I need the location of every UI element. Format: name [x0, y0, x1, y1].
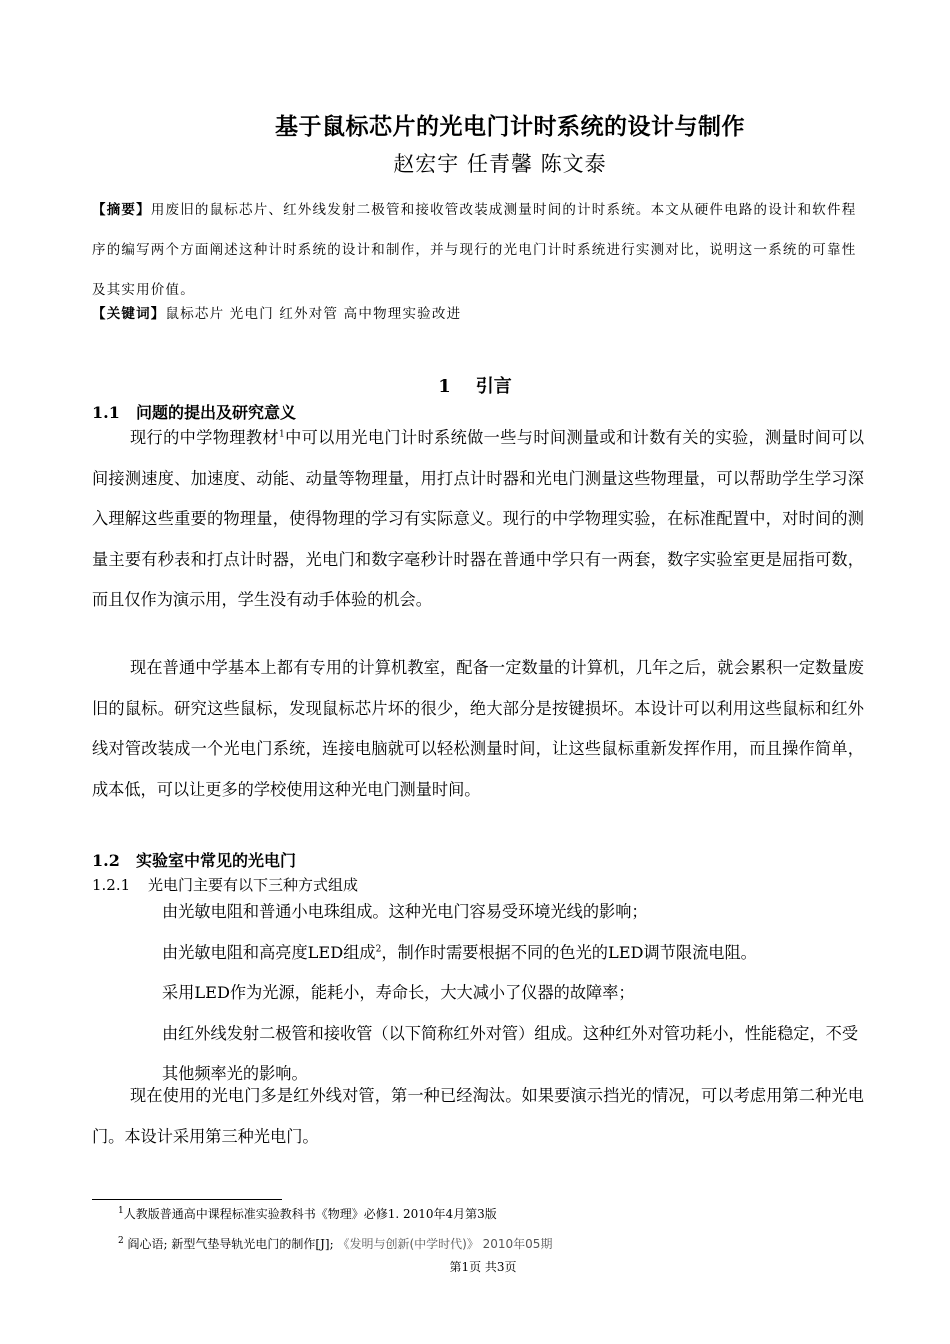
- section-number: 1: [438, 376, 451, 397]
- subsection-title: 问题的提出及研究意义: [136, 403, 297, 422]
- subsection-number: 1.1: [92, 403, 120, 422]
- list-item: 采用LED作为光源，能耗小，寿命长，大大减小了仪器的故障率；: [162, 983, 635, 1002]
- subsubsection-title: 光电门主要有以下三种方式组成: [148, 876, 359, 894]
- footnote-mark: 2: [118, 1236, 124, 1246]
- paragraph-text: 现在普通中学基本上都有专用的计算机教室，配备一定数量的计算机，几年之后，就会累积一定数量废旧的鼠标。研究这些鼠标，发现鼠标芯片坏的很少，绝大部分是按键损坏。本设计可以利用这些鼠标和红外线对管改装成一个光电门系统，连接电脑就可以轻松测量时间，让这些鼠标重新发挥作用，而且操作简单，成本低，可以让更多的学校使用这种光电门测量时间。: [92, 658, 864, 799]
- author-list: 赵宏宇 任青馨 陈文泰: [393, 152, 607, 176]
- abstract-text: 用废旧的鼠标芯片、红外线发射二极管和接收管改装成测量时间的计时系统。本文从硬件电路的设计和软件程序的编写两个方面阐述这种计时系统的设计和制作，并与现行的光电门计时系统进行实测对比，说明这一系统的可靠性及其实用价值。: [92, 202, 857, 298]
- abstract-label: 【摘要】: [92, 202, 151, 218]
- keywords: [92, 302, 461, 322]
- page-number: 第1页 共3页: [449, 1260, 517, 1274]
- photogate-type-list: [162, 892, 862, 1095]
- paragraph-motivation: [92, 418, 864, 621]
- footnote-ref-1[interactable]: 1: [278, 429, 285, 440]
- footnote-2: [118, 1236, 552, 1252]
- paragraph-text: 中可以用光电门计时系统做一些与时间测量或和计数有关的实验，测量时间可以间接测速度、加速度、动能、动量等物理量，用打点计时器和光电门测量这些物理量，可以帮助学生学习深入理解这些重要的物理量，使得物理的学习有实际意义。现行的中学物理实验，在标准配置中，对时间的测量主要有秒表和打点计时器，光电门和数字毫秒计时器在普通中学只有一两套，数字实验室更是屈指可数，而且仅作为演示用，学生没有动手体验的机会。: [92, 428, 865, 609]
- subsection-title: 实验室中常见的光电门: [136, 851, 297, 870]
- paragraph-recycling: [92, 648, 864, 810]
- footnote-ref-2[interactable]: 2: [375, 944, 382, 955]
- abstract: [92, 190, 868, 310]
- paragraph-conclusion: [92, 1076, 864, 1157]
- footnote-text: 阎心语; 新型气垫导轨光电门的制作[J];: [123, 1237, 338, 1251]
- subsection-heading-1-2: [92, 848, 296, 871]
- paper-title: 基于鼠标芯片的光电门计时系统的设计与制作: [275, 113, 745, 140]
- footnote-source: 《发明与创新(中学时代)》 2010年05期: [337, 1237, 553, 1251]
- paragraph-text: 现行的中学物理教材: [130, 428, 279, 447]
- section-title: 引言: [475, 376, 512, 397]
- footnote-separator: [92, 1199, 282, 1200]
- keywords-label: 【关键词】: [92, 306, 166, 322]
- section-heading-introduction: [0, 372, 950, 398]
- subsection-number: 1.2: [92, 851, 120, 870]
- footnote-1: [118, 1206, 497, 1222]
- subsubsection-number: 1.2.1: [92, 876, 131, 894]
- list-item: [162, 933, 862, 974]
- list-item: 由光敏电阻和普通小电珠组成。这种光电门容易受环境光线的影响；: [162, 902, 648, 921]
- footnote-text: 人教版普通高中课程标准实验教科书《物理》必修1. 2010年4月第3版: [123, 1207, 497, 1221]
- keywords-text: 鼠标芯片 光电门 红外对管 高中物理实验改进: [165, 306, 462, 322]
- list-item: 由红外线发射二极管和接收管（以下简称红外对管）组成。这种红外对管功耗小，性能稳定，不受其他频率光的影响。: [162, 1023, 859, 1083]
- footnote-mark: 1: [118, 1206, 124, 1216]
- list-item-text: ，制作时需要根据不同的色光的LED调节限流电阻。: [381, 942, 757, 962]
- list-item-text: 由光敏电阻和高亮度LED组成: [162, 942, 376, 962]
- paragraph-text: 现在使用的光电门多是红外线对管，第一种已经淘汰。如果要演示挡光的情况，可以考虑用第二种光电门。本设计采用第三种光电门。: [92, 1086, 864, 1146]
